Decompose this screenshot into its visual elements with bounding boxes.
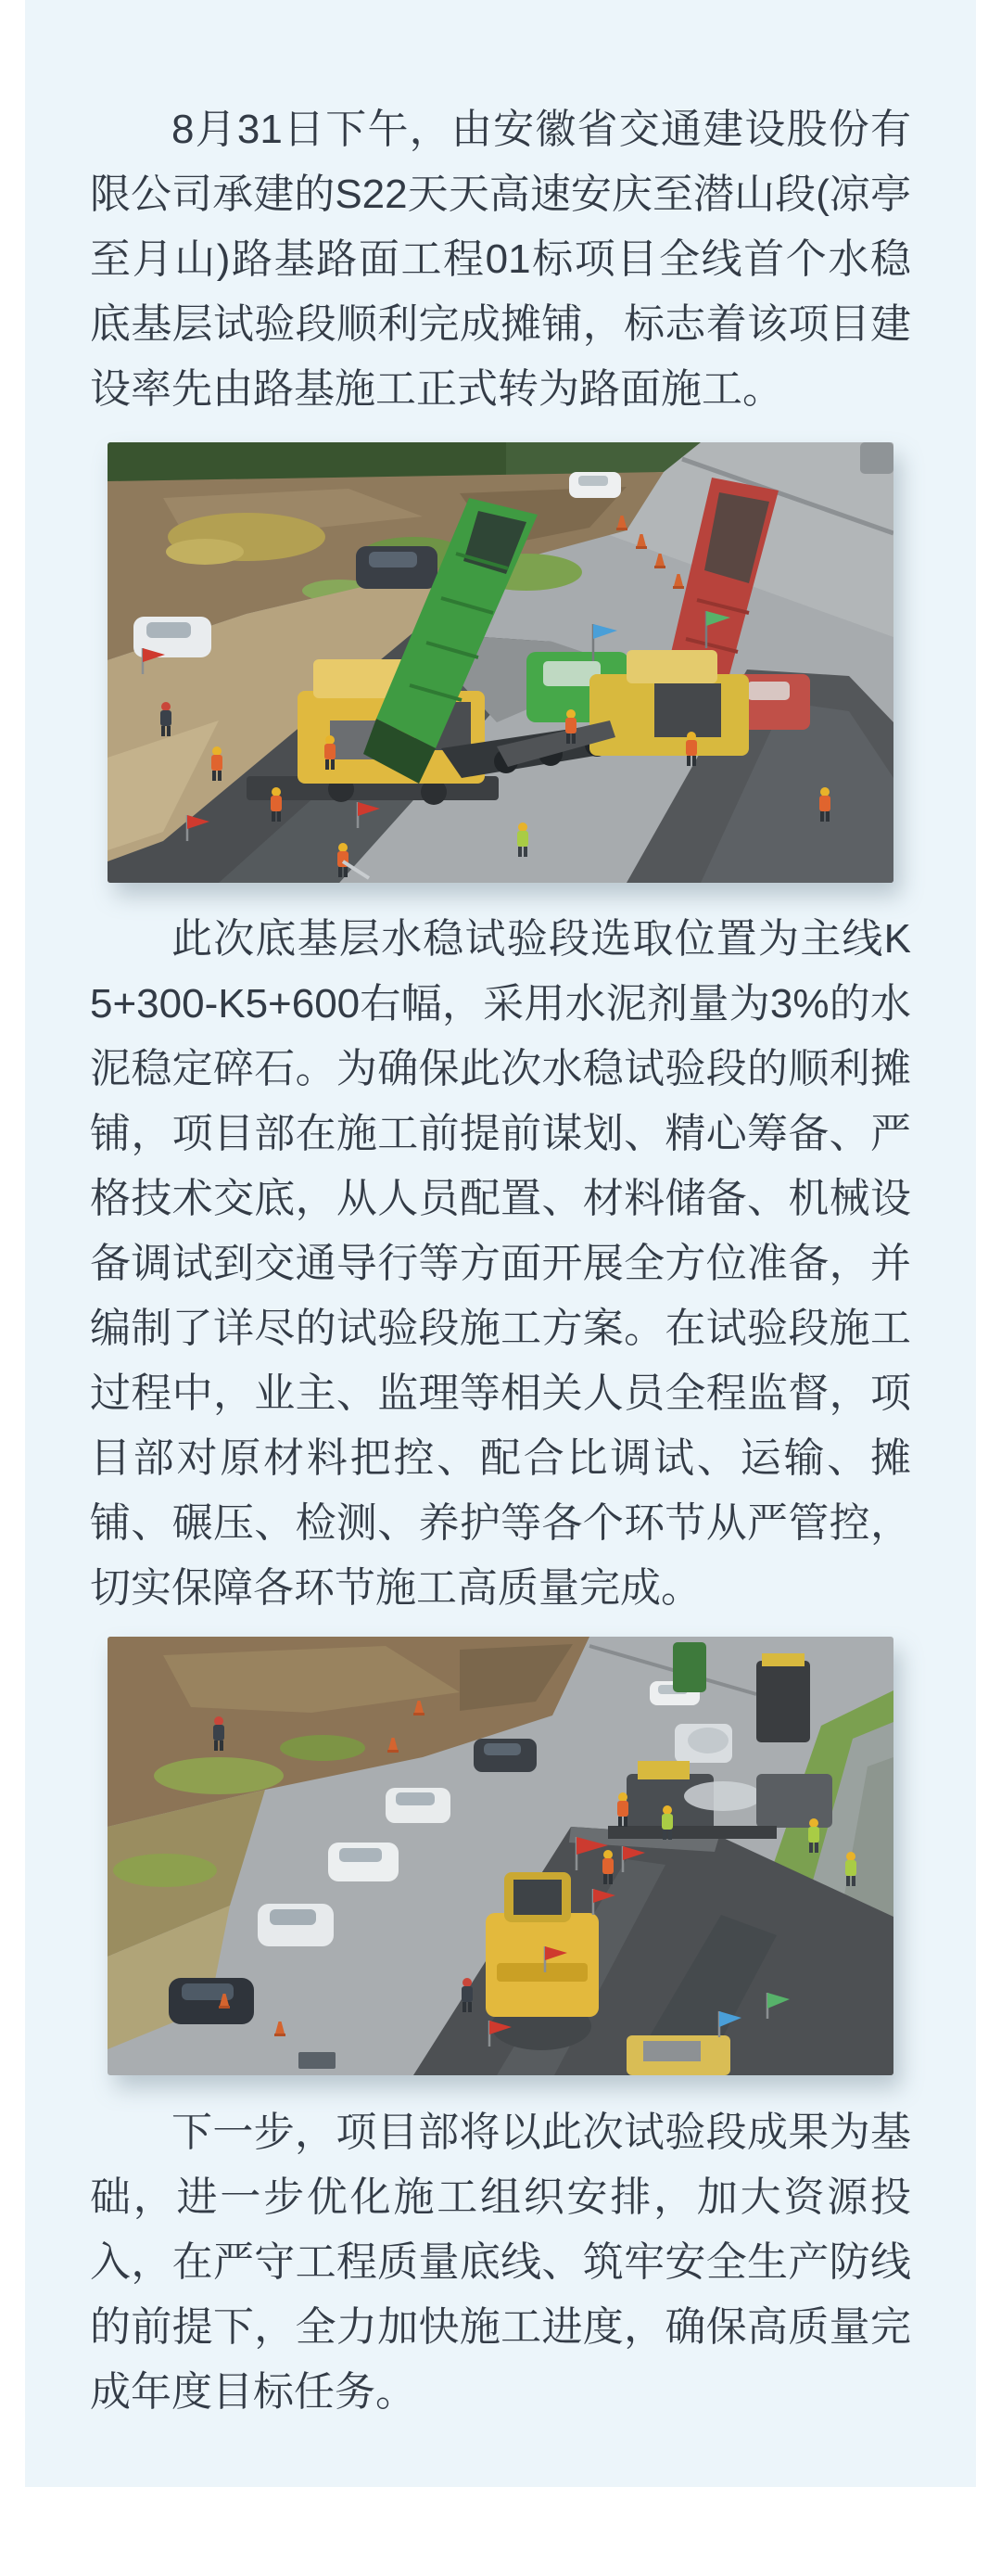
- photo-1-illustration: [108, 442, 893, 883]
- construction-photo-2[interactable]: [108, 1637, 893, 2075]
- article-card: [25, 0, 976, 2487]
- photo-2-illustration: [108, 1637, 893, 2075]
- paragraph-outlook: 下一步，项目部将以此次试验段成果为基础，进一步优化施工组织安排，加大资源投入，在严守工程质量底线、筑牢安全生产防线的前提下，全力加快施工进度，确保高质量完成年度目标任务。: [90, 2110, 911, 2415]
- paragraph-details: 此次底基层水稳试验段选取位置为主线K5+300-K5+600右幅，采用水泥剂量为3%的水泥稳定碎石。为确保此次水稳试验段的顺利摊铺，项目部在施工前提前谋划、精心筹备、严格技术交底，从人员配置、材料储备、机械设备调试到交通导行等方面开展全方位准备，并编制了详尽的试验段施工方案。在试验段施工过程中，业主、监理等相关人员全程监督，项目部对原材料把控、配合比调试、运输、摊铺、碾压、检测、养护等各个环节从严管控，切实保障各环节施工高质量完成。: [90, 916, 911, 1611]
- construction-photo-1[interactable]: [108, 442, 893, 883]
- paragraph-intro: 8月31日下午，由安徽省交通建设股份有限公司承建的S22天天高速安庆至潜山段(凉亭至月山)路基路面工程01标项目全线首个水稳底基层试验段顺利完成摊铺，标志着该项目建设率先由路基施工正式转为路面施工。: [90, 107, 911, 412]
